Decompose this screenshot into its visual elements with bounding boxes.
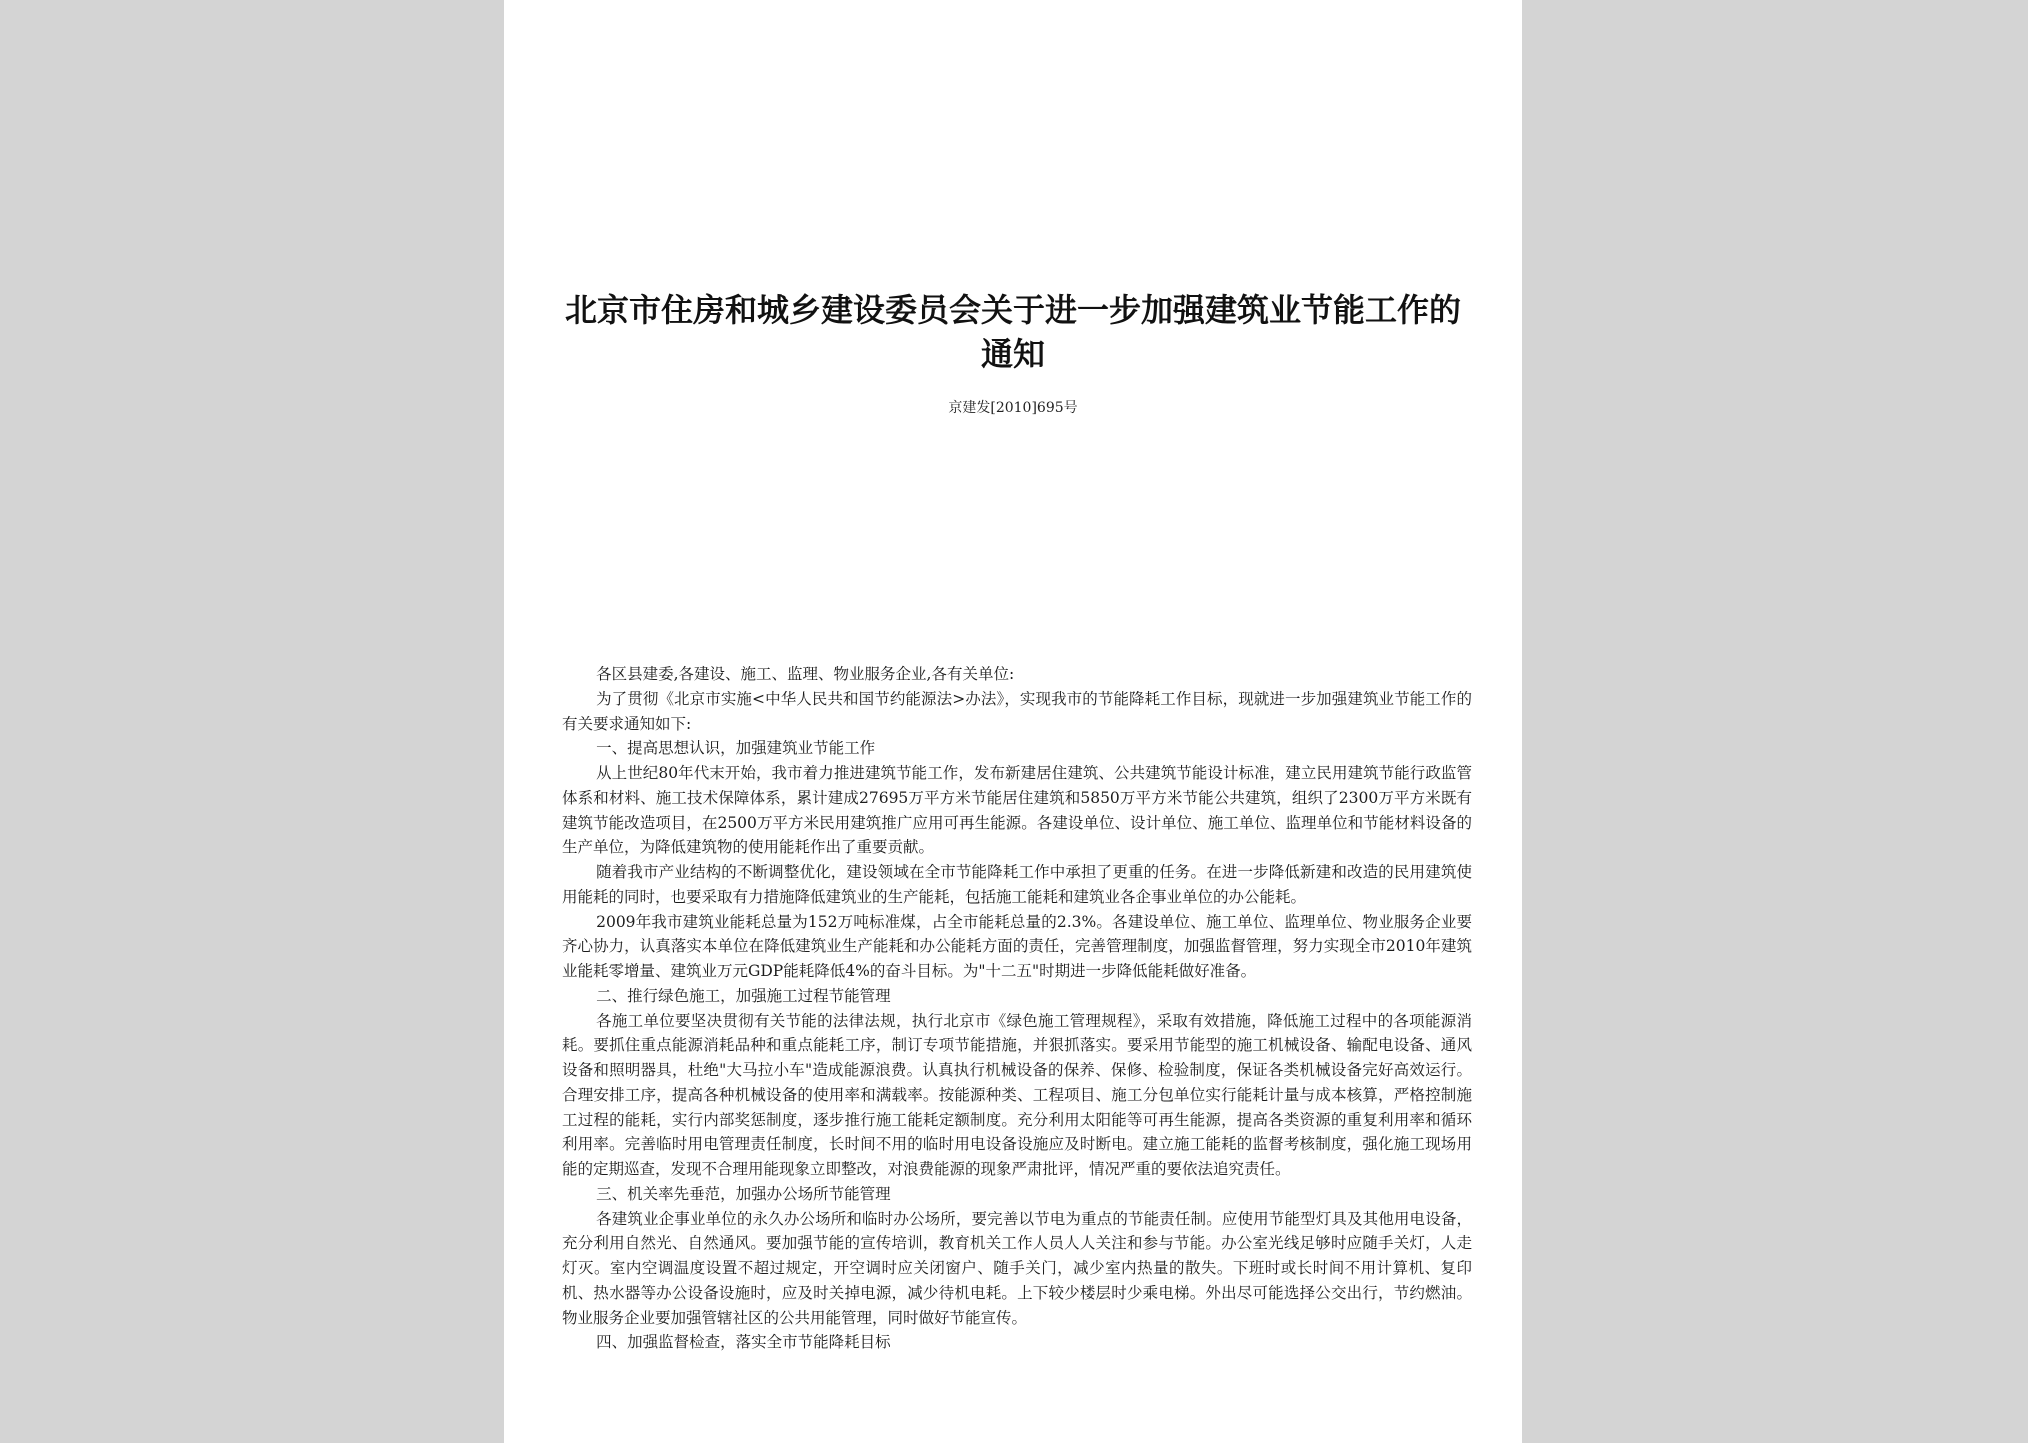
salutation: 各区县建委,各建设、施工、监理、物业服务企业,各有关单位: bbox=[596, 665, 1015, 683]
body-paragraph: 各建筑业企事业单位的永久办公场所和临时办公场所，要完善以节电为重点的节能责任制。应使用节能型灯具及其他用电设备，充分利用自然光、自然通风。要加强节能的宣传培训，教育机关工作人员人人关注和参与节能。办公室光线足够时应随手关灯，人走灯灭。室内空调温度设置不超过规定，开空调时应关闭窗户、随手关门，减少室内热量的散失。下班时或长时间不用计算机、复印机、热水器等办公设备设施时，应及时关掉电源，减少待机电耗。上下较少楼层时少乘电梯。外出尽可能选择公交出行，节约燃油。物业服务企业要加强管辖社区的公共用能管理，同时做好节能宣传。 bbox=[562, 1209, 1472, 1327]
section-heading-3: 三、机关率先垂范，加强办公场所节能管理 bbox=[596, 1184, 891, 1203]
body-paragraph: 各施工单位要坚决贯彻有关节能的法律法规，执行北京市《绿色施工管理规程》，采取有效措施，降低施工过程中的各项能源消耗。要抓住重点能源消耗品种和重点能耗工序，制订专项节能措施，并狠抓落实。要采用节能型的施工机械设备、输配电设备、通风设备和照明器具，杜绝"大马拉小车"造成能源浪费。认真执行机械设备的保养、保修、检验制度，保证各类机械设备完好高效运行。合理安排工序，提高各种机械设备的使用率和满载率。按能源种类、工程项目、施工分包单位实行能耗计量与成本核算，严格控制施工过程的能耗，实行内部奖惩制度，逐步推行施工能耗定额制度。充分利用太阳能等可再生能源，提高各类资源的重复利用率和循环利用率。完善临时用电管理责任制度，长时间不用的临时用电设备设施应及时断电。建立施工能耗的监督考核制度，强化施工现场用能的定期巡查，发现不合理用能现象立即整改，对浪费能源的现象严肃批评，情况严重的要依法追究责任。 bbox=[562, 1011, 1472, 1178]
section-heading-4: 四、加强监督检查，落实全市节能降耗目标 bbox=[596, 1333, 891, 1352]
document-number: 京建发[2010]695号 bbox=[948, 400, 1078, 416]
document-title: 北京市住房和城乡建设委员会关于进一步加强建筑业节能工作的通知 bbox=[564, 291, 1461, 373]
section-heading-1: 一、提高思想认识，加强建筑业节能工作 bbox=[596, 739, 876, 758]
intro-paragraph: 为了贯彻《北京市实施<中华人民共和国节约能源法>办法》，实现我市的节能降耗工作目标，现就进一步加强建筑业节能工作的有关要求通知如下: bbox=[562, 689, 1472, 733]
section-heading-2: 二、推行绿色施工，加强施工过程节能管理 bbox=[596, 986, 891, 1005]
document-page bbox=[504, 0, 1522, 1443]
document-body bbox=[562, 662, 1472, 1355]
body-paragraph: 2009年我市建筑业能耗总量为152万吨标准煤，占全市能耗总量的2.3%。各建设单位、施工单位、监理单位、物业服务企业要齐心协力，认真落实本单位在降低建筑业生产能耗和办公能耗方面的责任，完善管理制度，加强监督管理，努力实现全市2010年建筑业能耗零增量、建筑业万元GDP能耗降低4%的奋斗目标。为"十二五"时期进一步降低能耗做好准备。 bbox=[562, 912, 1472, 980]
body-paragraph: 从上世纪80年代末开始，我市着力推进建筑节能工作，发布新建居住建筑、公共建筑节能设计标准，建立民用建筑节能行政监管体系和材料、施工技术保障体系，累计建成27695万平方米节能居住建筑和5850万平方米节能公共建筑，组织了2300万平方米既有建筑节能改造项目，在2500万平方米民用建筑推广应用可再生能源。各建设单位、设计单位、施工单位、监理单位和节能材料设备的生产单位，为降低建筑物的使用能耗作出了重要贡献。 bbox=[562, 764, 1472, 857]
body-paragraph: 随着我市产业结构的不断调整优化，建设领域在全市节能降耗工作中承担了更重的任务。在进一步降低新建和改造的民用建筑使用能耗的同时，也要采取有力措施降低建筑业的生产能耗，包括施工能耗和建筑业各企事业单位的办公能耗。 bbox=[562, 863, 1472, 906]
